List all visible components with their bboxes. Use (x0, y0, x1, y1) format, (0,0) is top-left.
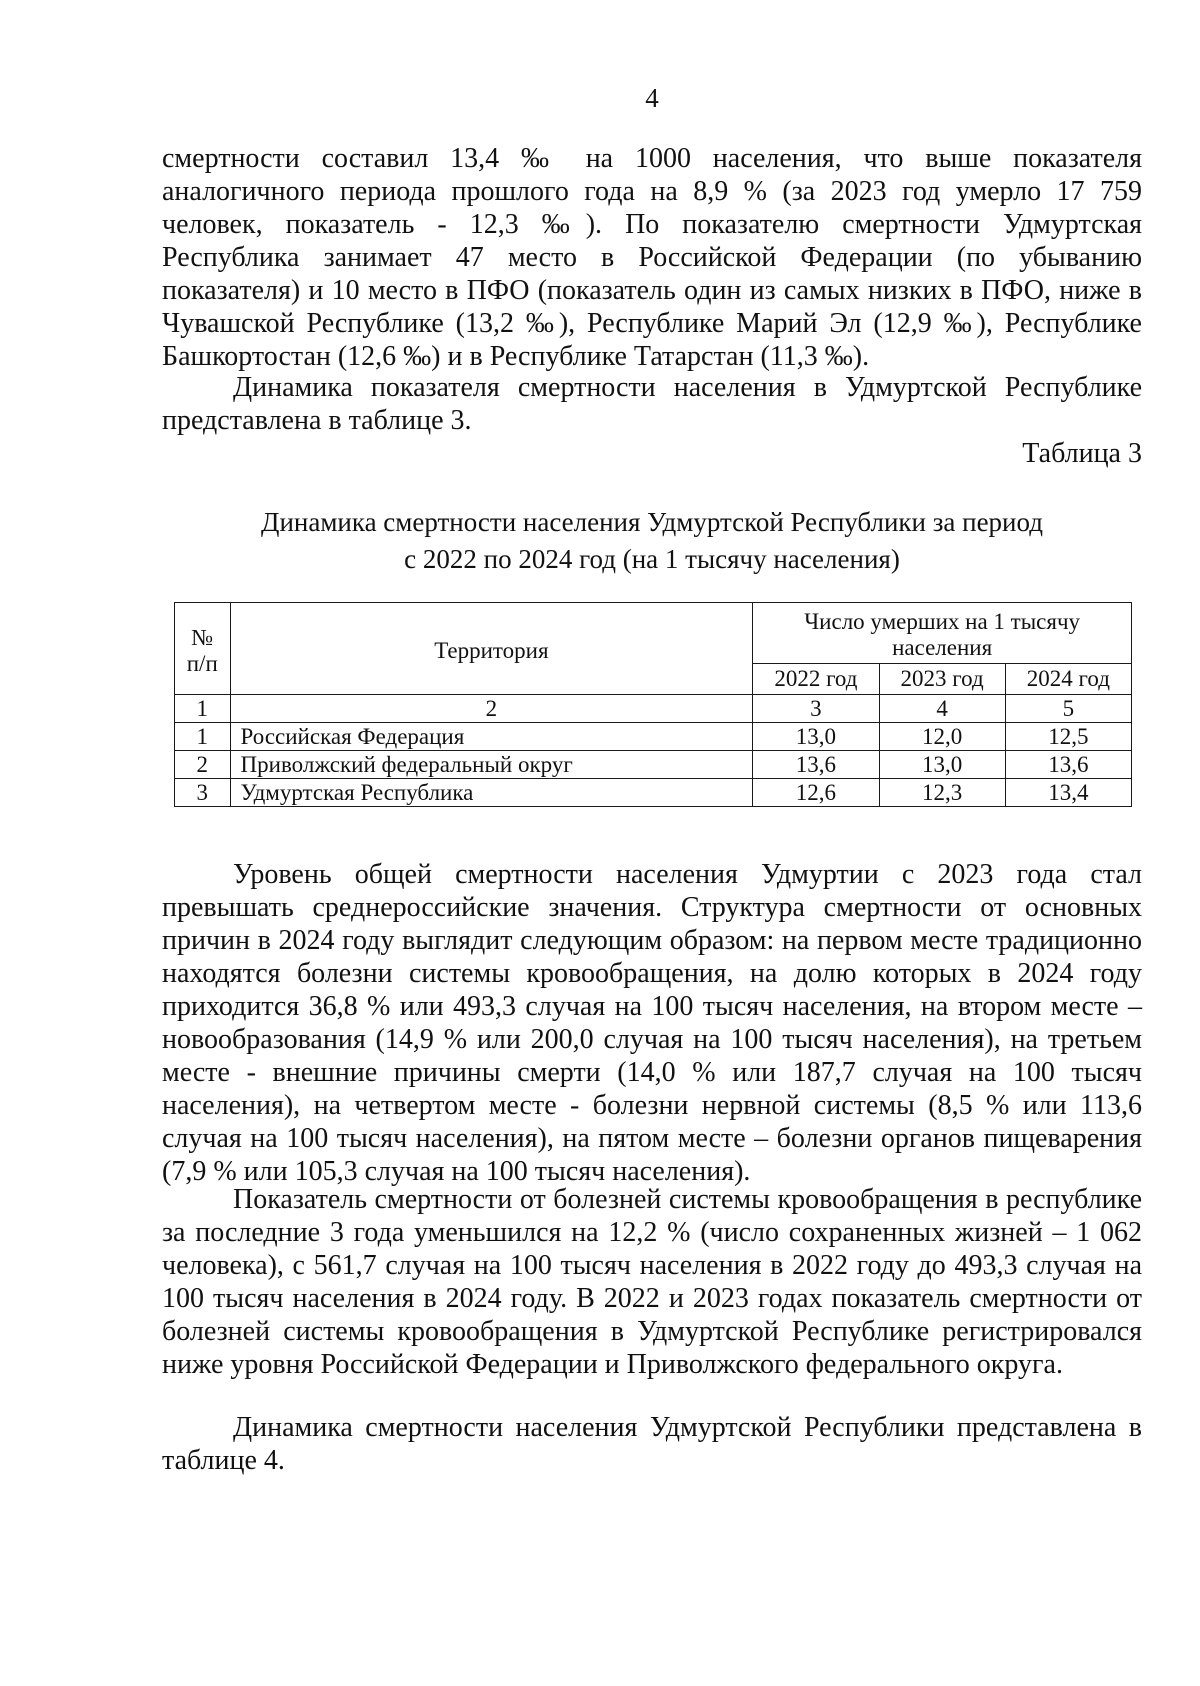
column-number: 1 (175, 695, 231, 723)
row-number: 1 (175, 723, 231, 751)
column-number: 4 (879, 695, 1005, 723)
paragraph-circulatory-mortality: Показатель смертности от болезней системы кровообращения в республике за последние 3 года уменьшился на 12,2 % (число сохраненных жизней – 1 062 человека), с 561,7 случая на 100 тысяч населения в 2022 году до 493,3 случая на 100 тысяч населения в 2024 году. В 2022 и 2023 годах показатель смертности от болезней системы кровообращения в Удмуртской Республике регистрировался ниже уровня Российской Федерации и Приволжского федерального округа. (162, 1184, 1142, 1380)
header-year-2022: 2022 год (753, 664, 879, 695)
paragraph-mortality-rate: смертности составил 13,4 ‰ на 1000 населения, что выше показателя аналогичного периода прошлого года на 8,9 % (за 2023 год умерло 17 759 человек, показатель - 12,3 ‰). По показателю смертности Удмуртская Республика занимает 47 место в Российской Федерации (по убыванию показателя) и 10 место в ПФО (показатель один из самых низких в ПФО, ниже в Чувашской Республике (13,2 ‰), Республике Марий Эл (12,9 ‰), Республике Башкортостан (12,6 ‰) и в Республике Татарстан (11,3 ‰). (162, 143, 1142, 372)
table-caption-line-2: с 2022 по 2024 год (на 1 тысячу населения) (404, 544, 900, 574)
header-year-2023: 2023 год (879, 664, 1005, 695)
row-territory: Российская Федерация (230, 723, 753, 751)
page-number: 4 (645, 83, 659, 113)
table-row (175, 723, 1132, 751)
row-territory: Удмуртская Республика (230, 779, 753, 807)
table-caption (162, 504, 1142, 578)
table-row (175, 779, 1132, 807)
row-value-2022: 13,6 (753, 751, 879, 779)
row-territory: Приволжский федеральный округ (230, 751, 753, 779)
column-number: 2 (230, 695, 753, 723)
header-year-2024: 2024 год (1005, 664, 1131, 695)
header-deaths-per-thousand: Число умерших на 1 тысячу населения (753, 603, 1132, 664)
row-value-2022: 13,0 (753, 723, 879, 751)
table-column-number-row (175, 695, 1132, 723)
column-number: 3 (753, 695, 879, 723)
paragraph-table-4-reference: Динамика смертности населения Удмуртской Республики представлена в таблице 4. (162, 1412, 1142, 1476)
table-header-row (175, 603, 1132, 664)
paragraph-mortality-structure: Уровень общей смертности населения Удмуртии с 2023 года стал превышать среднероссийские значения. Структура смертности от основных причин в 2024 году выглядит следующим образом: на первом месте традиционно находятся болезни системы кровообращения, на долю которых в 2024 году приходится 36,8 % или 493,3 случая на 100 тысяч населения, на втором месте – новообразования (14,9 % или 200,0 случая на 100 тысяч населения), на третьем месте - внешние причины смерти (14,0 % или 187,7 случая на 100 тысяч населения), на четвертом месте - болезни нервной системы (8,5 % или 113,6 случая на 100 тысяч населения), на пятом месте – болезни органов пищеварения (7,9 % или 105,3 случая на 100 тысяч населения). (162, 859, 1142, 1187)
mortality-table (174, 602, 1132, 807)
row-value-2023: 12,0 (879, 723, 1005, 751)
paragraph-table-reference: Динамика показателя смертности населения в Удмуртской Республике представлена в таблице 3. (162, 372, 1142, 436)
row-number: 3 (175, 779, 231, 807)
header-number: № п/п (175, 603, 231, 695)
row-value-2024: 13,6 (1005, 751, 1131, 779)
column-number: 5 (1005, 695, 1131, 723)
header-territory: Территория (230, 603, 753, 695)
row-value-2024: 13,4 (1005, 779, 1131, 807)
table-caption-line-1: Динамика смертности населения Удмуртской Республики за период (261, 507, 1043, 537)
table-row (175, 751, 1132, 779)
row-value-2024: 12,5 (1005, 723, 1131, 751)
table-label: Таблица 3 (1022, 438, 1142, 469)
row-value-2023: 13,0 (879, 751, 1005, 779)
row-number: 2 (175, 751, 231, 779)
row-value-2023: 12,3 (879, 779, 1005, 807)
row-value-2022: 12,6 (753, 779, 879, 807)
